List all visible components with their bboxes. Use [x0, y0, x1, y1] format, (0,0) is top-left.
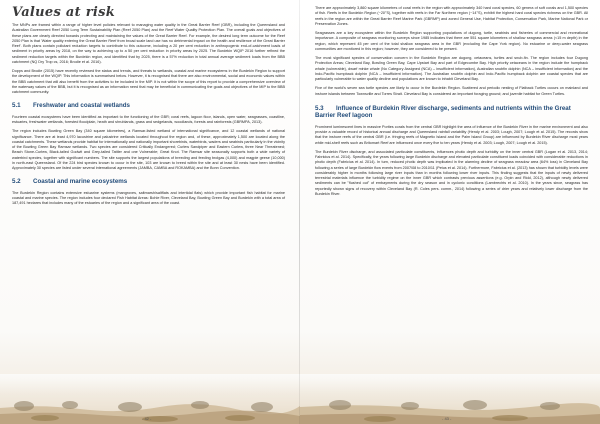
section-heading-freshwater: 5.1 Freshwater and coastal wetlands	[12, 102, 130, 110]
paragraph: The Burdekin River discharge, and associated particulate constituents, influences photic depth and turbidity on the inner central GBR (Logan et al. 2013, 2014; Fabricius et al. 2014). Specifically, the years following large Burdekin discharge and elevated particulate constituent loads coincided with considerable reductions in photic depth (Fabricius et al. 2014). In turn, reduced photic depth was implicated in the alarming decline of seagrass meadow area (64% loss) in Cleveland Bay following a series of large Burdekin flow events from 2007/08 to 2010/11 (Petus et al. 2014). Furthermore, Fabricius et al. (2013) has shown that turbidity levels were considerably higher in months following large river inputs than in months following lower river inputs. This finding suggests that the inputs of newly delivered terrestrial materials influence the turbidity regime on the inner GBR which contrasts previous assertions (e.g. Orpin and Ridd, 2012), although newly delivered sediments can be "flushed out" of embayments during the dry season and in cyclonic conditions (Lambrechts et al. 2010). In the years since, seagrass has reportedly shown signs of recovery within Cleveland Bay (R. Coles pers. comm., 2014) following a series of drier years and relatively lower discharge from the Burdekin River.	[315, 149, 588, 196]
paragraph: Fourteen coastal ecosystems have been identified as important to the functioning of the GBR; coral reefs, lagoon floor, islands, open water, seagrasses, coastline, estuaries, freshwater wetlands, forested floodplain, heath and shrublands, grass and sedgelands, woodlands, forests and rainforests (GBRMPA, 2013).	[12, 114, 285, 124]
page-number: - 42 -	[142, 416, 152, 421]
paragraph: The region includes Bowling Green Bay (340 square kilometres), a Ramsar-listed wetland of international significance, and 12 coastal wetlands of national significance. There are at least 4,970 lacustrine and palustrine wetlands located throughout the region and, of these, approximately 1,500 are located along the coastal catchments. These wetlands provide habitat for internationally and nationally important shorebirds, waterbirds, waders and seabirds particularly in the vicinity of the Bowling Green Bay Ramsar wetlands. Two species are considered Critically Endangered; Curlew Sandpiper and Eastern Curlew, three Near Threatened; Beach Stone-Curlew, Black-tailed Godwit and Grey-tailed Tattler and one Vulnerable; Great Knot. The Ramsar site seasonally supports both a wide variety of waterbird species, together with significant numbers. The site supports the largest populations of breeding and feeding brolgas (4,000) and magpie geese (10,000) in north-east Queensland. Of the 224 bird species known to occur in the site, 103 are known to breed within the site and at least 30 nests have been identified. Approximately 30 species are listed under several international agreements (JAMBA, CAMBA and ROKAMBA) and the Bonn Convention.	[12, 129, 285, 170]
paragraph: Prominent luminescent lines in massive Porites corals from the central GBR highlight the area of influence of the Burdekin River in the marine environment and also provide a valuable record of historical annual discharge and Queensland rainfall variability (Hendy et al. 2003; Lough, 2007; Lough et al. 2015). The records show that the inshore reefs of the central GBR (i.e. fringing reefs of Magnetic Island and the Palm Island Group) are influenced by Burdekin River discharge most years while mid-shelf reefs such as Britomart Reef are influenced once every five to ten years (Hendy et al. 2003; Lough, 2007; Lough et al. 2015).	[315, 124, 588, 145]
section-heading-coastal: 5.2 Coastal and marine ecosystems	[12, 178, 128, 186]
paragraph: Seagrasses are a key ecosystem within the Burdekin Region supporting populations of dugong, turtle, seabirds and fisheries of commercial and recreational importance. A composite of seagrass monitoring surveys since 1985 indicates that there are 551 square kilometres of shallow seagrass areas (<15 m depth) in the region, which represent 45 per cent of the total shallow seagrass area in the GBR (excluding the Cape York region). No estuarine or deep-water seagrass communities are monitored in this region; however, they are considered to be present.	[315, 31, 588, 51]
paragraph: The most significant species of conservation concern in the Burdekin Region are dugong, cetaceans, turtles and snub-fin. The region includes four Dugong Protection Areas; Cleveland Bay, Bowling Green Bay, Cape Upstart Bay and part of Edgecumbe Bay. High priority cetaceans in the region include the humpback whale (vulnerable), dwarf minke whale (No Category Assigned (NCA) – insufficient information), Australian snubfin dolphin (NCA – insufficient information) and the Indo-Pacific humpback dolphin (NCA – insufficient information). The Australian snubfin dolphin and Indo-Pacific humpback dolphin are coastal species that are particularly vulnerable to water quality decline and populations are known to inhabit Cleveland Bay.	[315, 56, 588, 81]
paragraph: The MNPs are framed within a range of higher level policies relevant to managing water quality in the Great Barrier Reef (GBR), including the Queensland and Australian Government Reef 2050 Long Term Sustainability Plan (Reef 2050 Plan) and the Reef Water Quality Protection Plan. The overall goals and objectives of these plans are clearly directed towards protecting and maintaining the values of the Great Barrier Reef. For example, the desired long term outcome for the Reef 2050 Plan is that 'Water quality entering the Great Barrier Reef from broad scale land use has no detrimental impact on the health and resilience of the Great Barrier Reef'. Both plans contain pollutant reduction targets to contribute to this outcome, including a 20 per cent reduction in anthropogenic end-of-catchment loads of sediment in priority areas by 2018, on the way to achieving up to a 50 per cent reduction in priority areas by 2025. The Burdekin WQIP 2016 further refined the sediment reduction targets within the Burdekin region, and identified that by 2025, there is a 57% reduction in total annual average sediment loads from the BBB catchment (NQ Dry Trop cs, 2016; Brodie et al. 2016).	[12, 23, 285, 64]
right-column	[300, 0, 588, 201]
right-page	[300, 0, 600, 424]
page-title: Values at risk	[12, 5, 116, 20]
left-column	[0, 0, 285, 211]
page-number: - 43 -	[442, 416, 452, 421]
paragraph: Five of the world's seven sea turtle species are likely to occur in the Burdekin Region. Scattered and periodic nesting of Flatback Turtles occurs on mainland and inshore islands between Townsville and Torres Strait. Cleveland Bay is considered an important foraging ground; and juvenile habitat for Green Turtles.	[315, 86, 588, 96]
section-heading-influence: 5.3 Influence of Burdekin River discharge, sediments and nutrients within the Great Barrier Reef lagoon	[315, 104, 571, 120]
paragraph: There are approximately 3,860 square kilometres of coral reefs in the region with approximately 340 hard coral species, 60 genera of soft corals and 1,500 species of fish. Reefs in the Burdekin Region (~20°S), together with reefs in the Far Northern region (~14°S), exhibit the highest hard coral species richness on the GBR. All reefs in the region are within the Great Barrier Reef Marine Park (GBRMP) and zoned General Use, Habitat Protection, Conservation Park, Marine National Park or Preservation Zones.	[315, 6, 588, 26]
paragraph: Dopps and Brodie (2015) have recently reviewed the status and trends, and threats to wetlands, coastal and marine ecosystems in the Burdekin Region to support the development of the WQIP. This information is summarised below. However, it is recognised that there are also environmental, social and economic values within the BBB catchment that will also benefit from the activities to be included in the MIP. It is not within the scope of this report to provide a comprehensive overview of the waterway values of the BBB, but it is recognised as an information need that may be beneficial in communicating the goals and objectives of the MIP to the BBB catchment community.	[12, 69, 285, 94]
paragraph: The Burdekin Region contains extensive estuarine systems (mangroves, saltmarsh/saltflats and intertidal flats) which provide important fish habitat for marine coastal and marine species. The region includes four declared Fish Habitat Areas: Bohle River, Cleveland Bay, Bowling Green Bay and Burdekin with a total area of 187,491 hectares that includes many of the estuaries of the region and a significant area of the coast.	[12, 190, 285, 206]
